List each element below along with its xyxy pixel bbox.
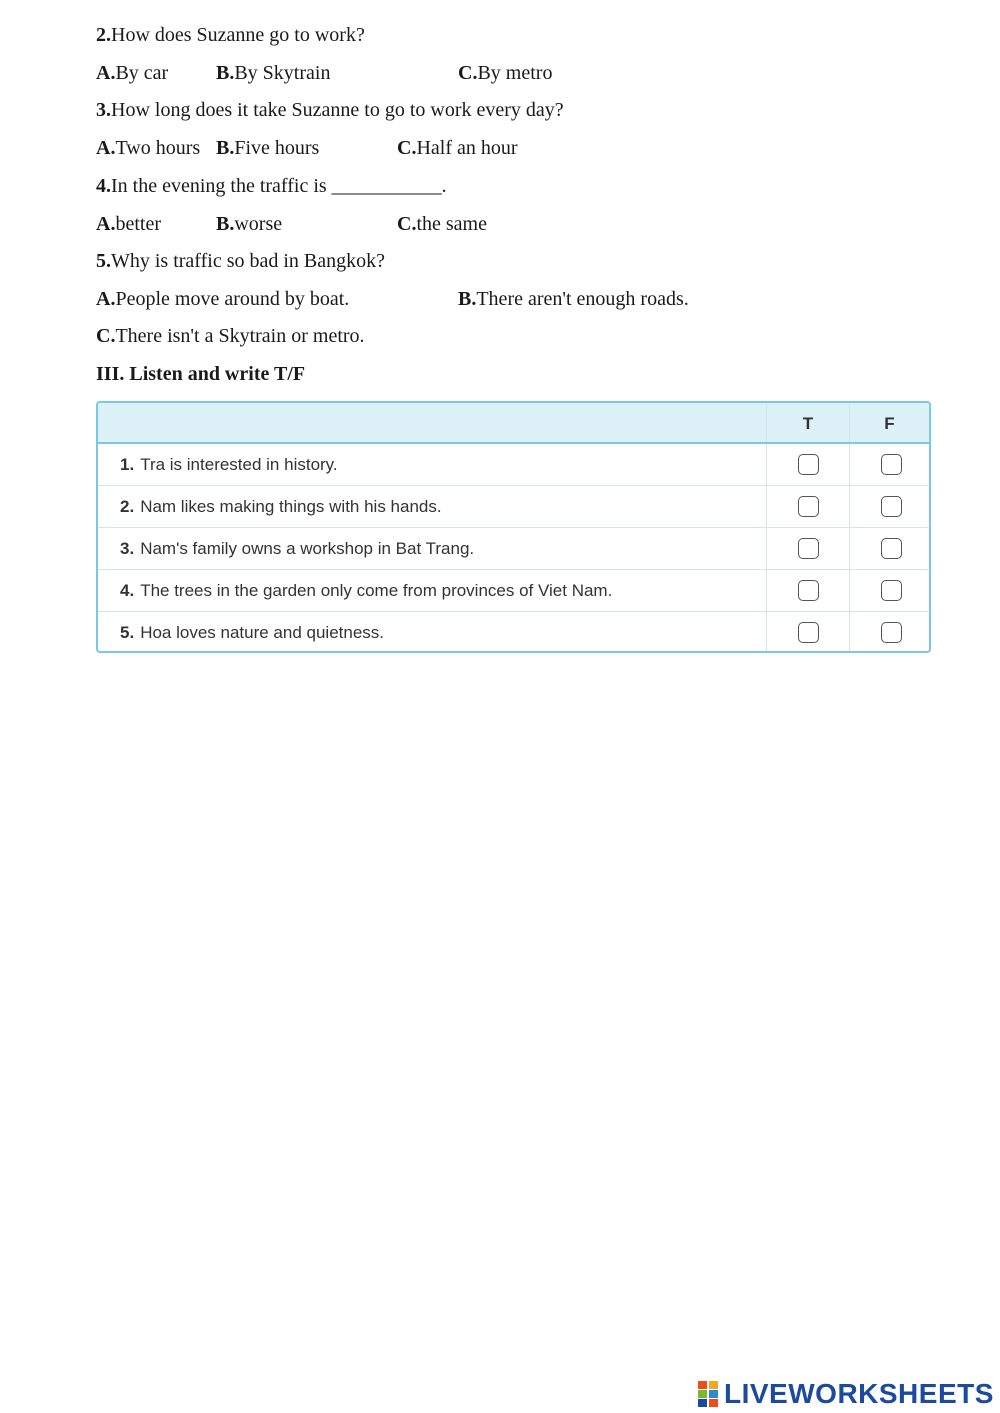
table-row [98,444,929,486]
question-5-options [96,287,896,311]
true-checkbox[interactable] [798,496,819,517]
question-number: 2. [96,24,111,46]
statement: 1. Tra is interested in history. [120,455,338,474]
table-row [98,528,929,570]
table-row [98,612,929,653]
option-a: A.Two hours [96,137,201,159]
divider [849,444,850,485]
question-text: How does Suzanne go to work? [111,24,365,46]
divider [849,486,850,527]
brand-name: LIVEWORKSHEETS [724,1378,994,1409]
question-3 [96,98,564,122]
liveworksheets-logo [697,1377,994,1411]
true-checkbox[interactable] [798,580,819,601]
statement: 2. Nam likes making things with his hands. [120,497,442,516]
question-4-options [96,212,896,236]
false-checkbox[interactable] [881,580,902,601]
statement: 3. Nam's family owns a workshop in Bat Trang. [120,539,475,558]
question-2-options [96,61,896,85]
true-false-table [96,401,931,653]
section-title: III. Listen and write T/F [96,363,306,385]
table-header [98,403,929,444]
option-b: B.Five hours [216,137,320,159]
true-checkbox[interactable] [798,622,819,643]
question-text: Why is traffic so bad in Bangkok? [111,250,386,272]
question-4 [96,174,447,198]
divider [766,570,767,611]
false-checkbox[interactable] [881,622,902,643]
column-true-label: T [802,414,814,433]
logo-icon [697,1380,721,1408]
option-a: A.By car [96,62,169,84]
question-5-option-c: C.There isn't a Skytrain or metro. [96,325,365,347]
divider [849,570,850,611]
question-number: 5. [96,250,111,272]
table-row [98,486,929,528]
option-c: C.By metro [458,62,553,84]
false-checkbox[interactable] [881,538,902,559]
question-text: How long does it take Suzanne to go to work every day? [111,99,564,121]
question-5 [96,249,385,273]
divider [766,528,767,569]
question-3-options [96,136,896,160]
option-c: C.the same [397,213,487,235]
statement: 4. The trees in the garden only come from provinces of Viet Nam. [120,581,613,600]
false-checkbox[interactable] [881,454,902,475]
option-b: B.worse [216,213,283,235]
divider [766,612,767,653]
question-2 [96,23,365,47]
divider [849,528,850,569]
option-a: A.better [96,213,161,235]
divider [849,612,850,653]
true-checkbox[interactable] [798,454,819,475]
option-b: B.There aren't enough roads. [458,288,689,310]
option-a: A.People move around by boat. [96,288,350,310]
divider [766,486,767,527]
true-checkbox[interactable] [798,538,819,559]
statement: 5. Hoa loves nature and quietness. [120,623,385,642]
option-c: C.Half an hour [397,137,518,159]
column-false-label: F [884,414,895,433]
question-text: In the evening the traffic is ___________. [111,175,447,197]
question-number: 4. [96,175,111,197]
option-b: B.By Skytrain [216,62,331,84]
divider [766,444,767,485]
table-row [98,570,929,612]
false-checkbox[interactable] [881,496,902,517]
question-number: 3. [96,99,111,121]
